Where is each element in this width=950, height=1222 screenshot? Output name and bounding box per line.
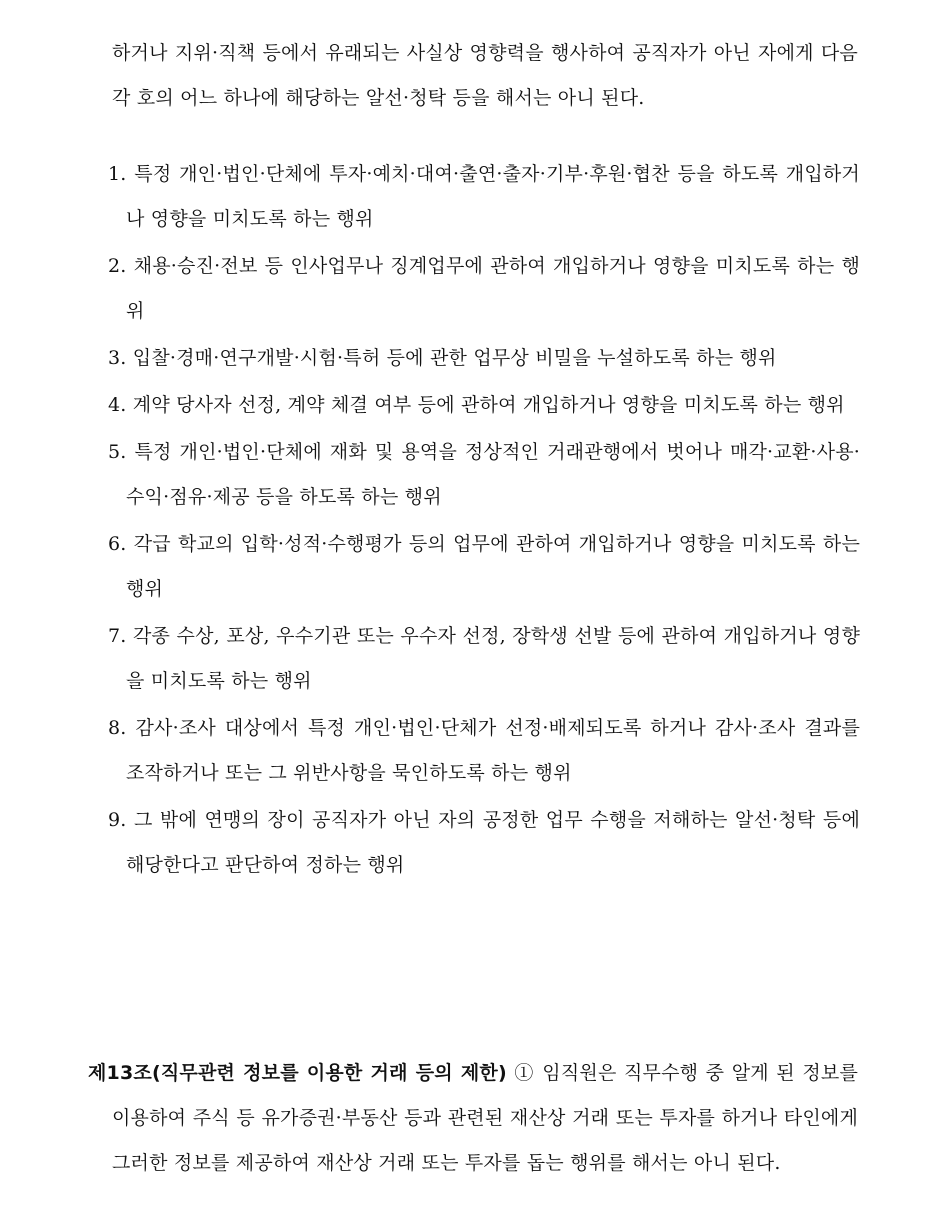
item-text: 각종 수상, 포상, 우수기관 또는 우수자 선정, 장학생 선발 등에 관하여 개입하거나 영향을 미치도록 하는 행위 xyxy=(126,625,860,692)
item-number: 9. xyxy=(108,809,127,831)
list-item xyxy=(108,244,860,334)
item-text: 각급 학교의 입학·성적·수행평가 등의 업무에 관하여 개입하거나 영향을 미치도록 하는 행위 xyxy=(126,533,860,600)
list-item xyxy=(108,152,860,242)
item-number: 2. xyxy=(108,255,127,277)
item-text: 계약 당사자 선정, 계약 체결 여부 등에 관하여 개입하거나 영향을 미치도록 하는 행위 xyxy=(132,394,845,416)
article-body: ① 임직원은 직무수행 중 알게 된 정보를 이용하여 주식 등 유가증권·부동산 등과 관련된 재산상 거래 또는 투자를 하거나 타인에게 그러한 정보를 제공하여 재산상 거래 또는 투자를 돕는 행위를 해서는 아니 된다. xyxy=(112,1062,858,1174)
item-text: 그 밖에 연맹의 장이 공직자가 아닌 자의 공정한 업무 수행을 저해하는 알선·청탁 등에 해당한다고 판단하여 정하는 행위 xyxy=(126,809,860,876)
list-item xyxy=(108,336,860,381)
item-list xyxy=(108,152,860,890)
item-text: 채용·승진·전보 등 인사업무나 징계업무에 관하여 개입하거나 영향을 미치도록 하는 행위 xyxy=(126,255,860,322)
list-item xyxy=(108,522,860,612)
item-number: 6. xyxy=(108,533,127,555)
intro-paragraph: 하거나 지위·직책 등에서 유래되는 사실상 영향력을 행사하여 공직자가 아닌 자에게 다음 각 호의 어느 하나에 해당하는 알선·청탁 등을 해서는 아니 된다. xyxy=(112,42,858,109)
item-text: 입찰·경매·연구개발·시험·특허 등에 관한 업무상 비밀을 누설하도록 하는 행위 xyxy=(132,347,777,369)
item-number: 3. xyxy=(108,347,127,369)
list-item xyxy=(108,798,860,888)
list-item xyxy=(108,614,860,704)
item-text: 특정 개인·법인·단체에 투자·예치·대여·출연·출자·기부·후원·협찬 등을 하도록 개입하거나 영향을 미치도록 하는 행위 xyxy=(126,163,860,230)
article-13 xyxy=(88,1051,858,1186)
item-number: 7. xyxy=(108,625,127,647)
article-title: 제13조(직무관련 정보를 이용한 거래 등의 제한) xyxy=(88,1062,507,1084)
item-number: 8. xyxy=(108,717,127,739)
list-item xyxy=(108,383,860,428)
item-text: 특정 개인·법인·단체에 재화 및 용역을 정상적인 거래관행에서 벗어나 매각·교환·사용·수익·점유·제공 등을 하도록 하는 행위 xyxy=(126,441,860,508)
item-number: 4. xyxy=(108,394,127,416)
item-text: 감사·조사 대상에서 특정 개인·법인·단체가 선정·배제되도록 하거나 감사·조사 결과를 조작하거나 또는 그 위반사항을 묵인하도록 하는 행위 xyxy=(126,717,860,784)
item-number: 5. xyxy=(108,441,127,463)
list-item xyxy=(108,430,860,520)
item-number: 1. xyxy=(108,163,127,185)
list-item xyxy=(108,706,860,796)
